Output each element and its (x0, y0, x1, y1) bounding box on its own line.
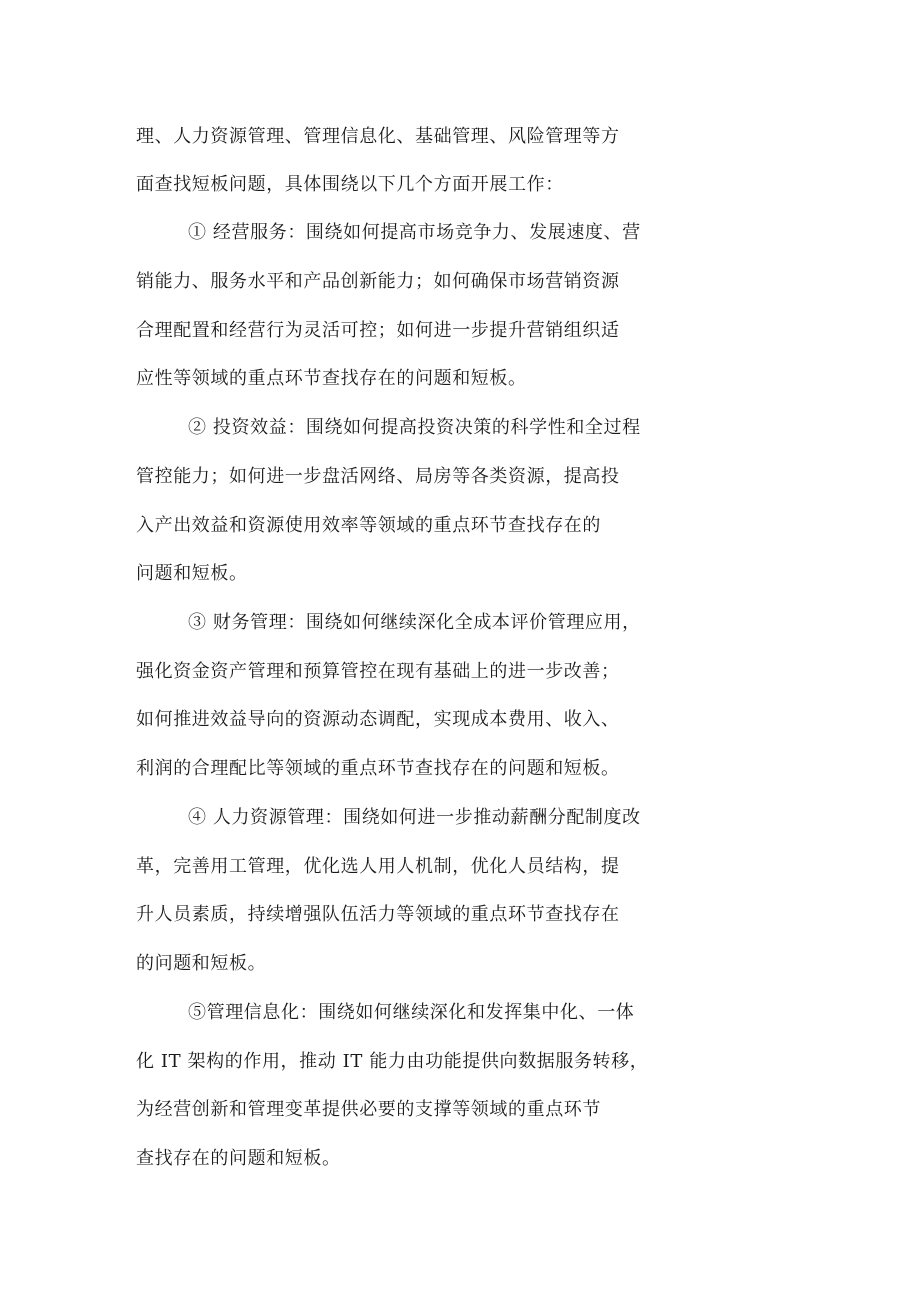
text-line: 销能力、服务水平和产品创新能力；如何确保市场营销资源 (136, 271, 620, 292)
item-heading-line: ④ 人力资源管理：围绕如何进一步推动薪酬分配制度改 (188, 807, 641, 828)
item-heading-line: ② 投资效益：围绕如何提高投资决策的科学性和全过程 (188, 417, 641, 438)
text-line: 革，完善用工管理，优化选人用人机制，优化人员结构，提 (136, 856, 620, 877)
text-line: 查找存在的问题和短板。 (136, 1148, 341, 1169)
text-line: 面查找短板问题，具体围绕以下几个方面开展工作： (136, 174, 564, 195)
text-line: 合理配置和经营行为灵活可控；如何进一步提升营销组织适 (136, 320, 620, 341)
item-heading-line: ① 经营服务：围绕如何提高市场竞争力、发展速度、营 (188, 222, 641, 243)
text-line: 理、人力资源管理、管理信息化、基础管理、风险管理等方 (136, 126, 620, 147)
text-line: 的问题和短板。 (136, 953, 267, 974)
item-heading-line: ⑤管理信息化：围绕如何继续深化和发挥集中化、一体 (188, 1002, 635, 1023)
text-line: 升人员素质，持续增强队伍活力等领域的重点环节查找存在 (136, 904, 620, 925)
text-line: 如何推进效益导向的资源动态调配，实现成本费用、收入、 (136, 709, 620, 730)
text-line: 为经营创新和管理变革提供必要的支撑等领域的重点环节 (136, 1099, 601, 1120)
text-line: 入产出效益和资源使用效率等领域的重点环节查找存在的 (136, 515, 601, 536)
text-line: 强化资金资产管理和预算管控在现有基础上的进一步改善； (136, 661, 620, 682)
text-line: 应性等领域的重点环节查找存在的问题和短板。 (136, 368, 527, 389)
text-line: 管控能力；如何进一步盘活网络、局房等各类资源，提高投 (136, 466, 620, 487)
text-line: 化 IT 架构的作用，推动 IT 能力由功能提供向数据服务转移， (136, 1051, 649, 1072)
text-line: 问题和短板。 (136, 563, 248, 584)
item-heading-line: ③ 财务管理：围绕如何继续深化全成本评价管理应用， (188, 612, 641, 633)
text-line: 利润的合理配比等领域的重点环节查找存在的问题和短板。 (136, 758, 620, 779)
